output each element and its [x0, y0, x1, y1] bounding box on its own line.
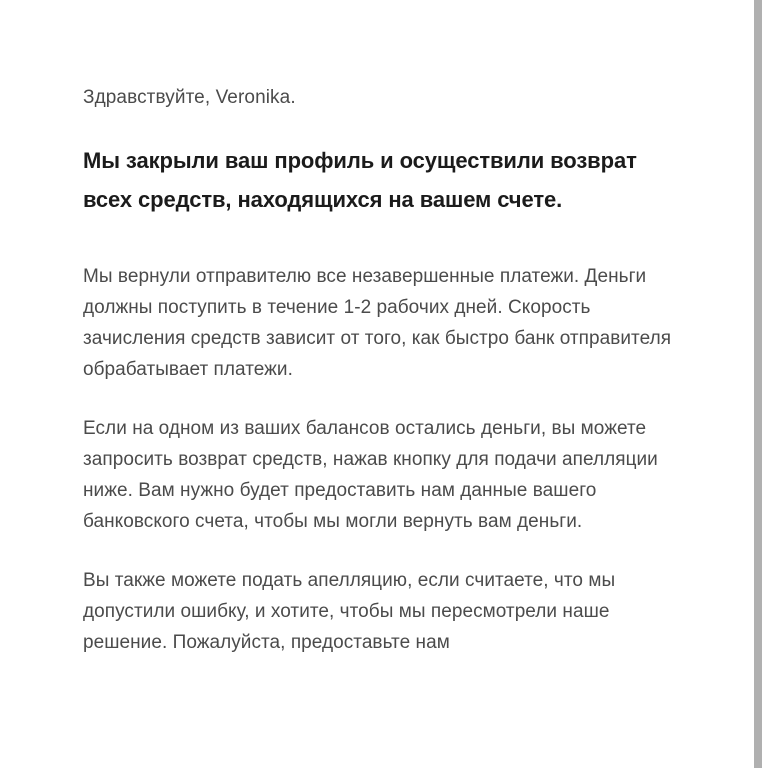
body-paragraph: Мы вернули отправителю все незавершенные платежи. Деньги должны поступить в течение 1-2 рабочих дней. Скорость зачисления средств зависит от того, как быстро банк отправителя обрабатывает платежи.: [83, 266, 672, 380]
greeting-line: Здравствуйте, Veronika.: [83, 87, 296, 108]
scrollbar-thumb[interactable]: [754, 0, 762, 768]
message-content: [83, 0, 685, 658]
body-paragraph: Если на одном из ваших балансов остались деньги, вы можете запросить возврат средств, нажав кнопку для подачи апелляции ниже. Вам нужно будет предоставить нам данные вашего банковского счета, чтобы мы могли вернуть вам деньги.: [83, 418, 658, 532]
message-body: [83, 219, 685, 658]
page-title: Мы закрыли ваш профиль и осуществили возврат всех средств, находящихся на вашем счете.: [83, 148, 637, 212]
vertical-scrollbar[interactable]: [751, 0, 768, 768]
body-paragraph: Вы также можете подать апелляцию, если считаете, что мы допустили ошибку, и хотите, чтобы мы пересмотрели наше решение. Пожалуйста, предоставьте нам: [83, 570, 616, 653]
